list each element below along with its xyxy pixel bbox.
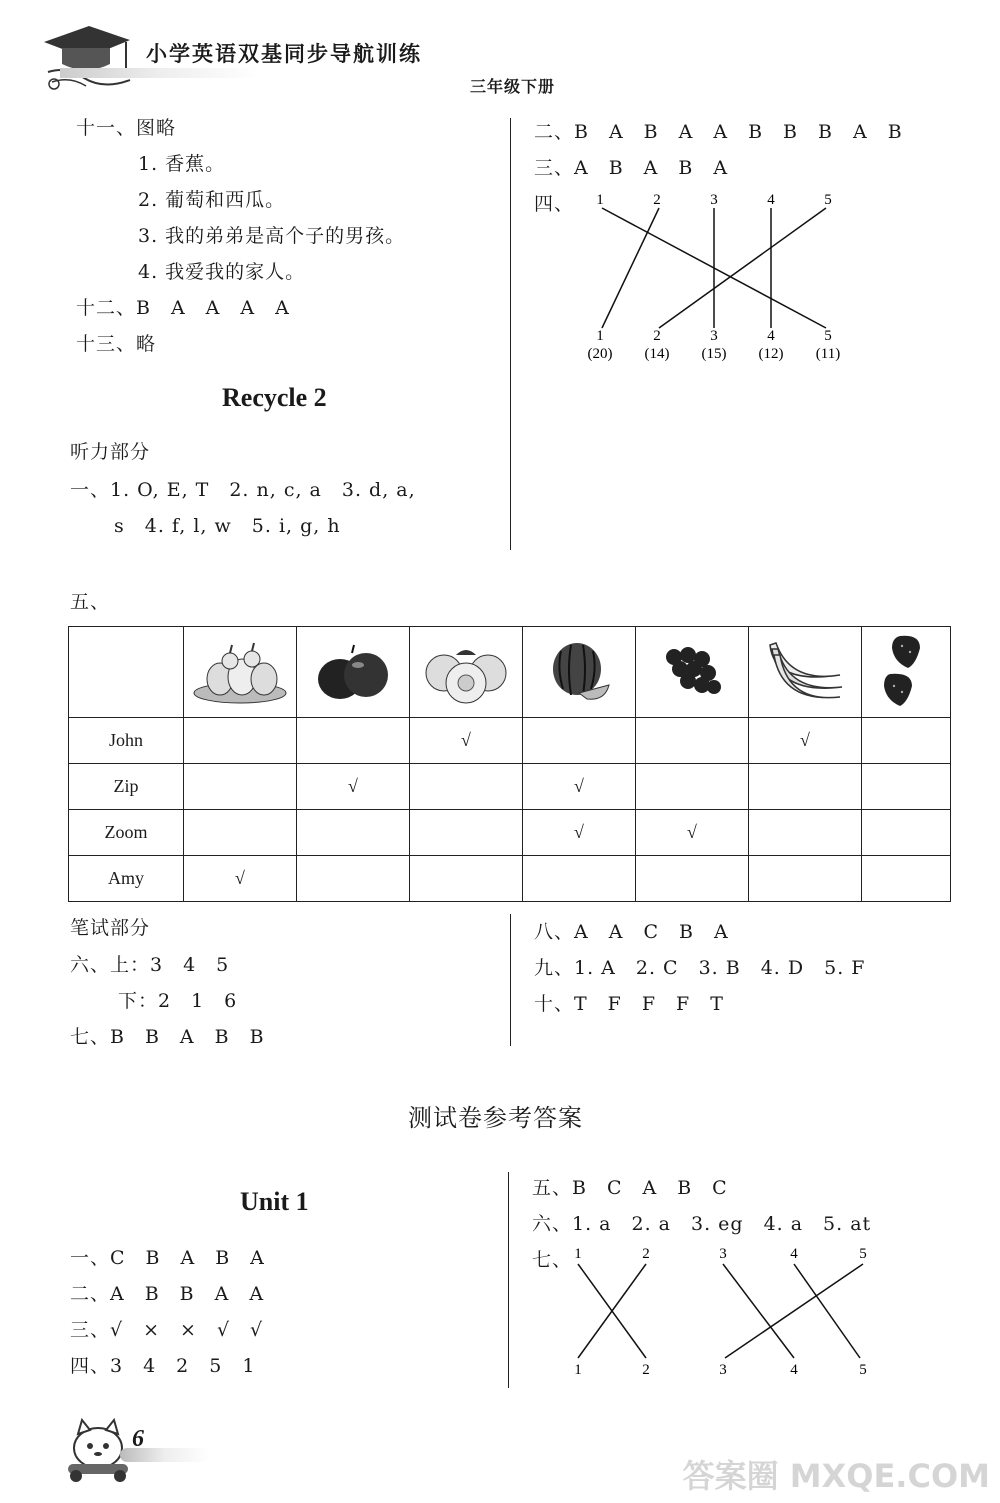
table-row [69, 764, 951, 810]
check-cell [749, 856, 862, 902]
check-cell: √ [297, 764, 410, 810]
s4-match-diagram [580, 186, 860, 370]
s10-answer: 十、T F F F T [534, 993, 724, 1015]
match-line-2-1 [602, 208, 659, 328]
grapes-icon [652, 635, 732, 705]
match-bottom-sub-3: (15) [701, 346, 727, 362]
check-cell: √ [523, 810, 636, 856]
u4-answer: 四、3 4 2 5 1 [70, 1355, 256, 1377]
check-cell [862, 856, 951, 902]
u1-answer: 一、C B A B A [70, 1247, 265, 1269]
row-name: John [69, 718, 184, 764]
strawberries-icon [876, 630, 936, 710]
check-cell [636, 764, 749, 810]
s11-item-2: 2. 葡萄和西瓜。 [138, 189, 286, 211]
header-bar [60, 68, 260, 78]
header-logo [34, 14, 134, 98]
u7-bottom-1: 1 [574, 1362, 582, 1378]
u7-top-4: 4 [790, 1246, 798, 1262]
check-cell [297, 856, 410, 902]
u7-bottom-4: 4 [790, 1362, 798, 1378]
table-row [69, 810, 951, 856]
check-cell: √ [523, 764, 636, 810]
watermark: 答案圈 MXQE.COM [682, 1457, 990, 1495]
table-row [69, 856, 951, 902]
watermelon-icon [539, 635, 619, 705]
u7-match-diagram [560, 1240, 880, 1384]
pears-icon [190, 635, 290, 705]
match-top-3: 3 [710, 192, 718, 208]
s4-label: 四、 [534, 193, 575, 215]
check-cell [410, 856, 523, 902]
u7-top-1: 1 [574, 1246, 582, 1262]
graduation-cap-icon [34, 14, 134, 94]
check-cell [184, 764, 297, 810]
unit1-title: Unit 1 [240, 1187, 309, 1216]
match-bottom-sub-2: (14) [644, 346, 670, 362]
match-top-5: 5 [824, 192, 832, 208]
check-cell [862, 810, 951, 856]
check-cell [523, 718, 636, 764]
check-cell [410, 764, 523, 810]
column-divider-middle [510, 914, 511, 1046]
s7-answer: 七、B B A B B [70, 1026, 265, 1048]
table-header-row [69, 627, 951, 718]
recycle2-title: Recycle 2 [222, 383, 327, 412]
check-cell [749, 764, 862, 810]
check-cell [184, 810, 297, 856]
match-bottom-sub-1: (20) [587, 346, 613, 362]
check-cell: √ [749, 718, 862, 764]
s11-item-3: 3. 我的弟弟是高个子的男孩。 [138, 225, 406, 247]
u7-bottom-5: 5 [859, 1362, 867, 1378]
match-bottom-3: 3 [710, 328, 718, 344]
s13-answer: 十三、略 [76, 333, 157, 355]
s9-answer: 九、1. A 2. C 3. B 4. D 5. F [534, 957, 866, 979]
s11-title: 十一、图略 [76, 117, 177, 139]
fruit-table [68, 626, 951, 902]
match-bottom-2: 2 [653, 328, 661, 344]
check-cell [297, 718, 410, 764]
match-top-1: 1 [596, 192, 604, 208]
apples-icon [308, 635, 398, 705]
u7-bottom-3: 3 [719, 1362, 727, 1378]
check-cell [184, 718, 297, 764]
s5-label: 五、 [70, 591, 111, 613]
check-cell [636, 718, 749, 764]
u7-label: 七、 [532, 1249, 573, 1271]
s2-answer: 二、B A B A A B B B A B [534, 121, 903, 143]
strawberries-cell [862, 627, 951, 718]
match-bottom-sub-4: (12) [758, 346, 784, 362]
bananas-cell [749, 627, 862, 718]
u7-bottom-2: 2 [642, 1362, 650, 1378]
u7-top-3: 3 [719, 1246, 727, 1262]
check-cell: √ [636, 810, 749, 856]
row-name: Zip [69, 764, 184, 810]
test-answers-title: 测试卷参考答案 [408, 1104, 583, 1132]
s3-answer: 三、A B A B A [534, 157, 729, 179]
grapes-cell [636, 627, 749, 718]
s11-item-1: 1. 香蕉。 [138, 153, 226, 175]
u7-line-5-3 [725, 1264, 863, 1358]
u7-top-2: 2 [642, 1246, 650, 1262]
check-cell: √ [184, 856, 297, 902]
check-cell [862, 718, 951, 764]
match-bottom-5: 5 [824, 328, 832, 344]
u5-answer: 五、B C A B C [532, 1177, 728, 1199]
bananas-icon [760, 635, 850, 705]
column-divider-bottom [508, 1172, 509, 1388]
written-label: 笔试部分 [70, 917, 151, 939]
apples-cell [297, 627, 410, 718]
pears-cell [184, 627, 297, 718]
s12-answer: 十二、B A A A A [76, 297, 290, 319]
s6-line-1: 六、上：3 4 5 [70, 954, 230, 976]
u6-answer: 六、1. a 2. a 3. eg 4. a 5. at [532, 1213, 872, 1235]
page-number: 6 [132, 1426, 144, 1452]
oranges-cell [410, 627, 523, 718]
match-bottom-1: 1 [596, 328, 604, 344]
check-cell [636, 856, 749, 902]
oranges-icon [416, 635, 516, 705]
column-divider-top [510, 118, 511, 550]
match-top-4: 4 [767, 192, 775, 208]
s8-answer: 八、A A C B A [534, 921, 729, 943]
check-cell [749, 810, 862, 856]
match-top-2: 2 [653, 192, 661, 208]
u7-line-3-4 [723, 1264, 794, 1358]
match-bottom-4: 4 [767, 328, 775, 344]
check-cell: √ [410, 718, 523, 764]
u2-answer: 二、A B B A A [70, 1283, 265, 1305]
s6-line-2: 下：2 1 6 [118, 990, 238, 1012]
match-line-5-2 [659, 208, 826, 328]
u7-line-4-5 [794, 1264, 860, 1358]
table-corner-cell [69, 627, 184, 718]
header-title: 小学英语双基同步导航训练 [146, 41, 422, 66]
check-cell [862, 764, 951, 810]
listening-label: 听力部分 [70, 441, 151, 463]
match-bottom-sub-5: (11) [815, 346, 841, 362]
row-name: Zoom [69, 810, 184, 856]
u7-top-5: 5 [859, 1246, 867, 1262]
table-row [69, 718, 951, 764]
row-name: Amy [69, 856, 184, 902]
check-cell [297, 810, 410, 856]
check-cell [523, 856, 636, 902]
header-grade: 三年级下册 [470, 77, 556, 96]
s11-item-4: 4. 我爱我的家人。 [138, 261, 306, 283]
s1-line-1: 一、1. O, E, T 2. n, c, a 3. d, a, [70, 479, 416, 501]
watermelon-cell [523, 627, 636, 718]
u3-answer: 三、√ × × √ √ [70, 1319, 264, 1341]
s1-line-2: s 4. f, l, w 5. i, g, h [114, 515, 341, 537]
check-cell [410, 810, 523, 856]
